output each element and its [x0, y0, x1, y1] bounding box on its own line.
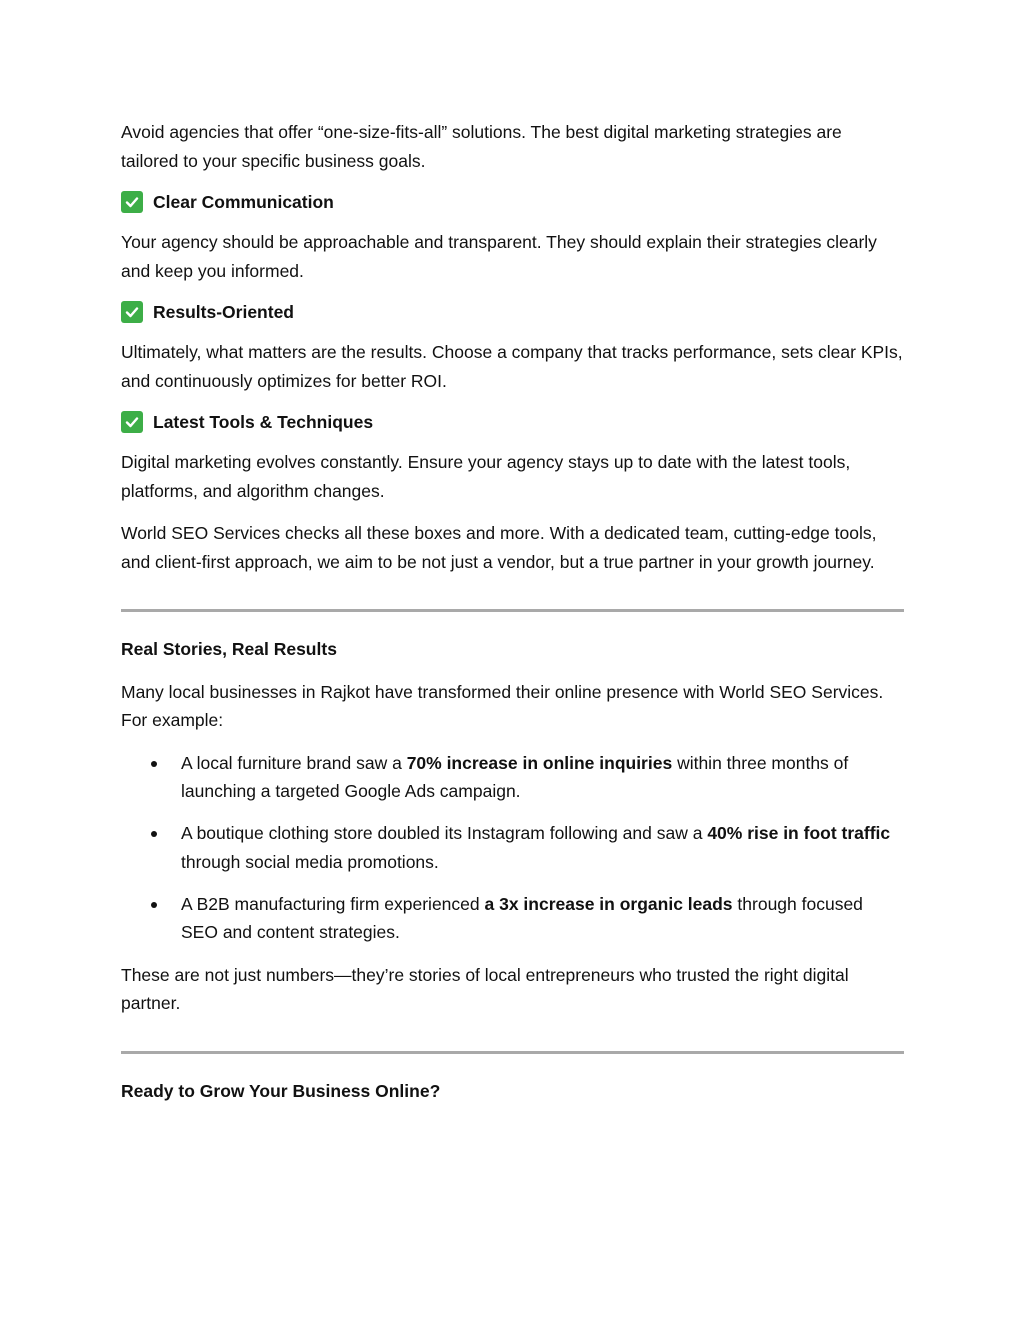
criterion-label: Latest Tools & Techniques: [153, 411, 374, 432]
list-item: [121, 890, 904, 947]
bullet-icon: [151, 831, 157, 837]
criterion-text: Digital marketing evolves constantly. Ensure your agency stays up to date with the latest tools, platforms, and algorithm changes.: [121, 452, 851, 501]
list-item: [121, 749, 904, 806]
closing-paragraph: These are not just numbers—they’re stories of local entrepreneurs who trusted the right digital partner.: [121, 964, 849, 1013]
stories-intro-paragraph: Many local businesses in Rajkot have transformed their online presence with World SEO Services. For example:: [121, 681, 884, 730]
section-divider: [121, 1051, 904, 1054]
list-item-text: within three months of launching a targeted Google Ads campaign.: [181, 752, 849, 801]
criterion-text: Your agency should be approachable and transparent. They should explain their strategies clearly and keep you informed.: [121, 232, 877, 281]
bullet-icon: [151, 902, 157, 908]
criterion-heading-clear-communication: [121, 189, 904, 215]
list-item-text: A boutique clothing store doubled its Instagram following and saw a: [181, 823, 708, 843]
section-divider: [121, 609, 904, 612]
results-list: [121, 749, 904, 947]
check-mark-icon: [121, 301, 143, 323]
document-page: [121, 118, 904, 1119]
intro-paragraph: Avoid agencies that offer “one-size-fits-all” solutions. The best digital marketing strategies are tailored to your specific business goals.: [121, 122, 842, 171]
list-item: [121, 819, 904, 876]
section-heading: Real Stories, Real Results: [121, 639, 337, 659]
summary-paragraph: World SEO Services checks all these boxes and more. With a dedicated team, cutting-edge tools, and client-first approach, we aim to be not just a vendor, but a true partner in your growth journey.: [121, 523, 877, 572]
list-item-highlight: a 3x increase in organic leads: [484, 893, 733, 914]
list-item-text: A B2B manufacturing firm experienced: [181, 893, 485, 914]
list-item-highlight: 40% rise in foot traffic: [707, 823, 891, 843]
list-item-text: through social media promotions.: [181, 851, 439, 872]
cta-heading: Ready to Grow Your Business Online?: [121, 1080, 441, 1101]
list-item-text: A local furniture brand saw a: [181, 752, 407, 773]
list-item-text: through focused SEO and content strategies.: [181, 893, 863, 942]
list-item-highlight: 70% increase in online inquiries: [406, 752, 673, 773]
criterion-heading-results-oriented: [121, 299, 904, 325]
criterion-label: Clear Communication: [153, 191, 334, 212]
bullet-icon: [151, 761, 157, 767]
check-mark-icon: [121, 191, 143, 213]
criterion-label: Results-Oriented: [153, 301, 294, 322]
criterion-heading-latest-tools: [121, 409, 904, 435]
criterion-text: Ultimately, what matters are the results. Choose a company that tracks performance, sets clear KPIs, and continuously optimizes for better ROI.: [121, 342, 903, 391]
check-mark-icon: [121, 411, 143, 433]
